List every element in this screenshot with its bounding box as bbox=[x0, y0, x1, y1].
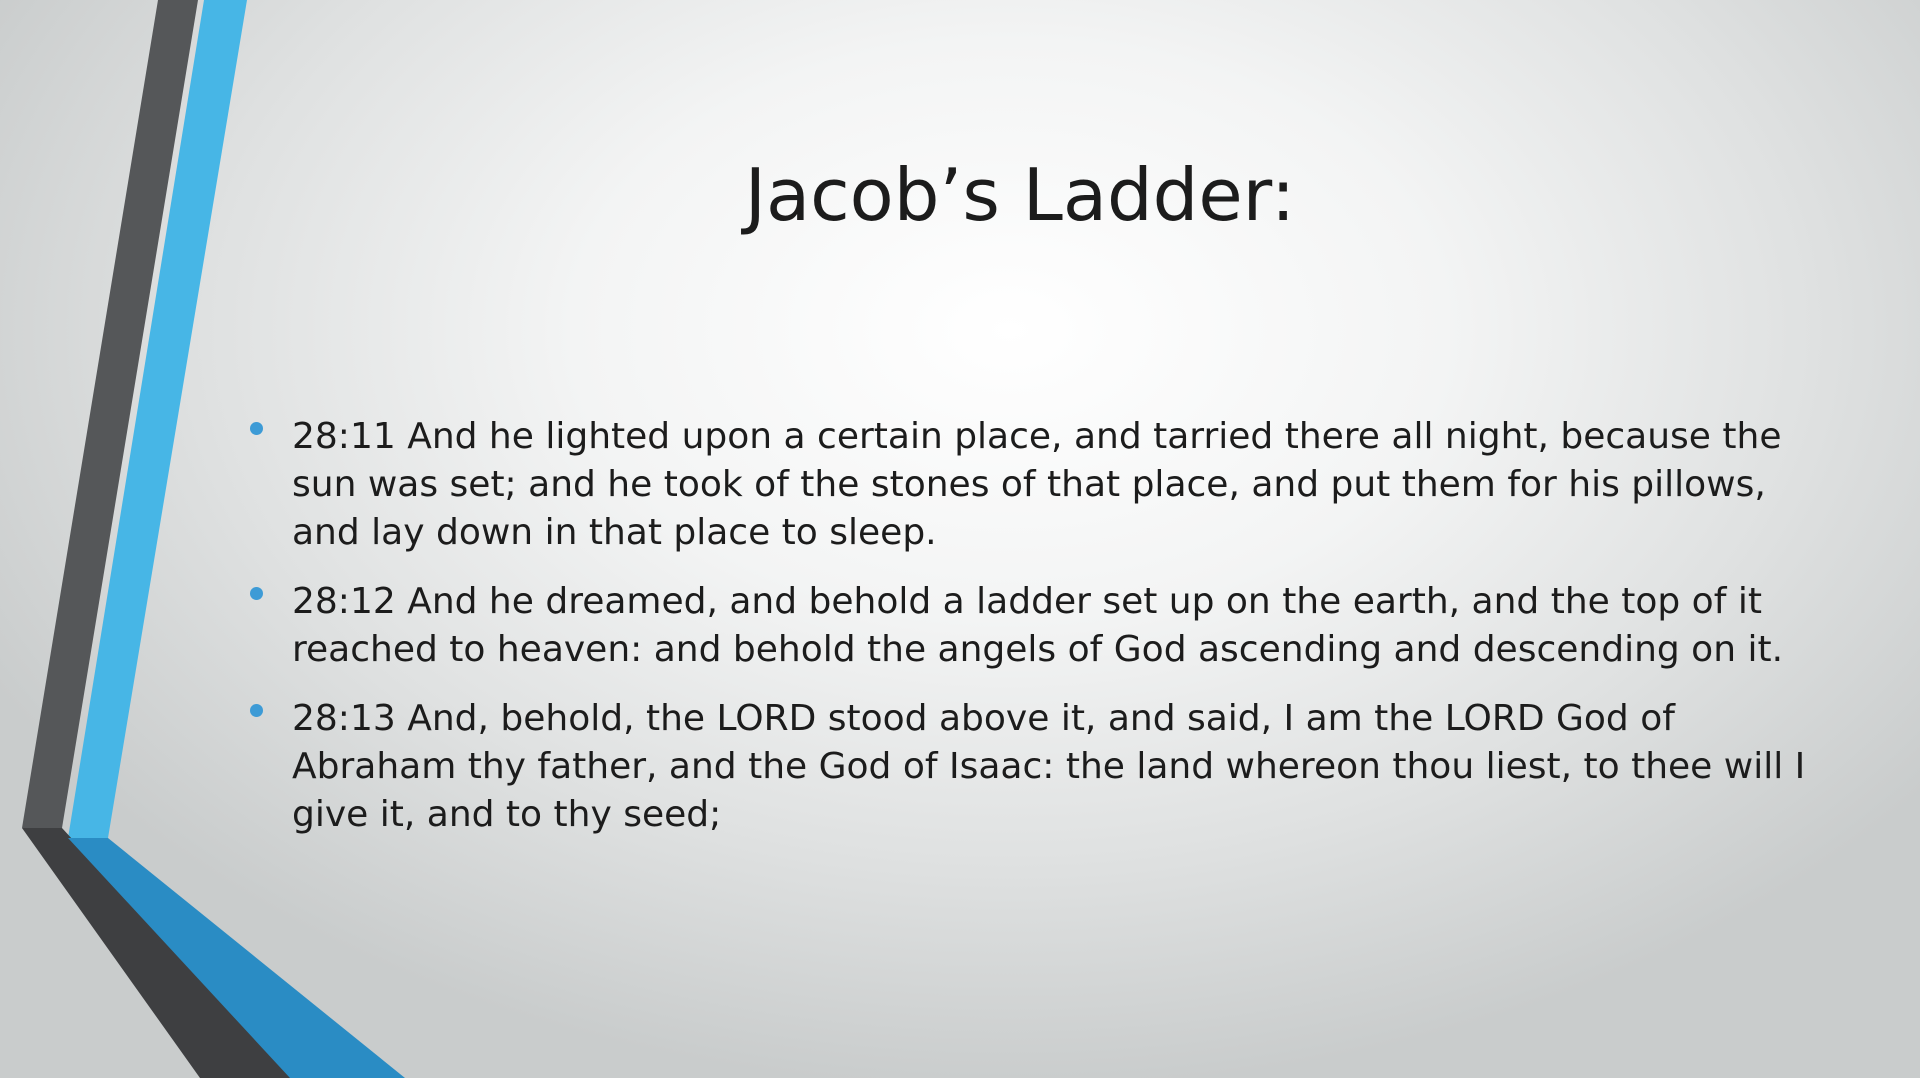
bullet-dot-icon bbox=[250, 587, 263, 600]
bullet-text: 28:11 And he lighted upon a certain place, and tarried there all night, because the sun was set; and he took of the stones of that place, and put them for his pillows, and lay down in that place to sleep. bbox=[292, 416, 1782, 553]
bullet-dot-icon bbox=[250, 422, 263, 435]
bullet-item-verse-28-13 bbox=[247, 695, 1807, 839]
bullet-list bbox=[247, 413, 1807, 860]
slide-title: Jacob’s Ladder: bbox=[744, 153, 1296, 237]
dark-diagonal-stripe bbox=[22, 828, 292, 1078]
bullet-text: 28:13 And, behold, the LORD stood above it, and said, I am the LORD God of Abraham thy father, and the God of Isaac: the land whereon thou liest, to thee will I give it, and to thy seed; bbox=[292, 698, 1806, 835]
bullet-item-verse-28-12 bbox=[247, 578, 1807, 674]
bullet-item-verse-28-11 bbox=[247, 413, 1807, 557]
bullet-dot-icon bbox=[250, 704, 263, 717]
bullet-text: 28:12 And he dreamed, and behold a ladder set up on the earth, and the top of it reached to heaven: and behold the angels of God ascending and descending on it. bbox=[292, 581, 1784, 670]
